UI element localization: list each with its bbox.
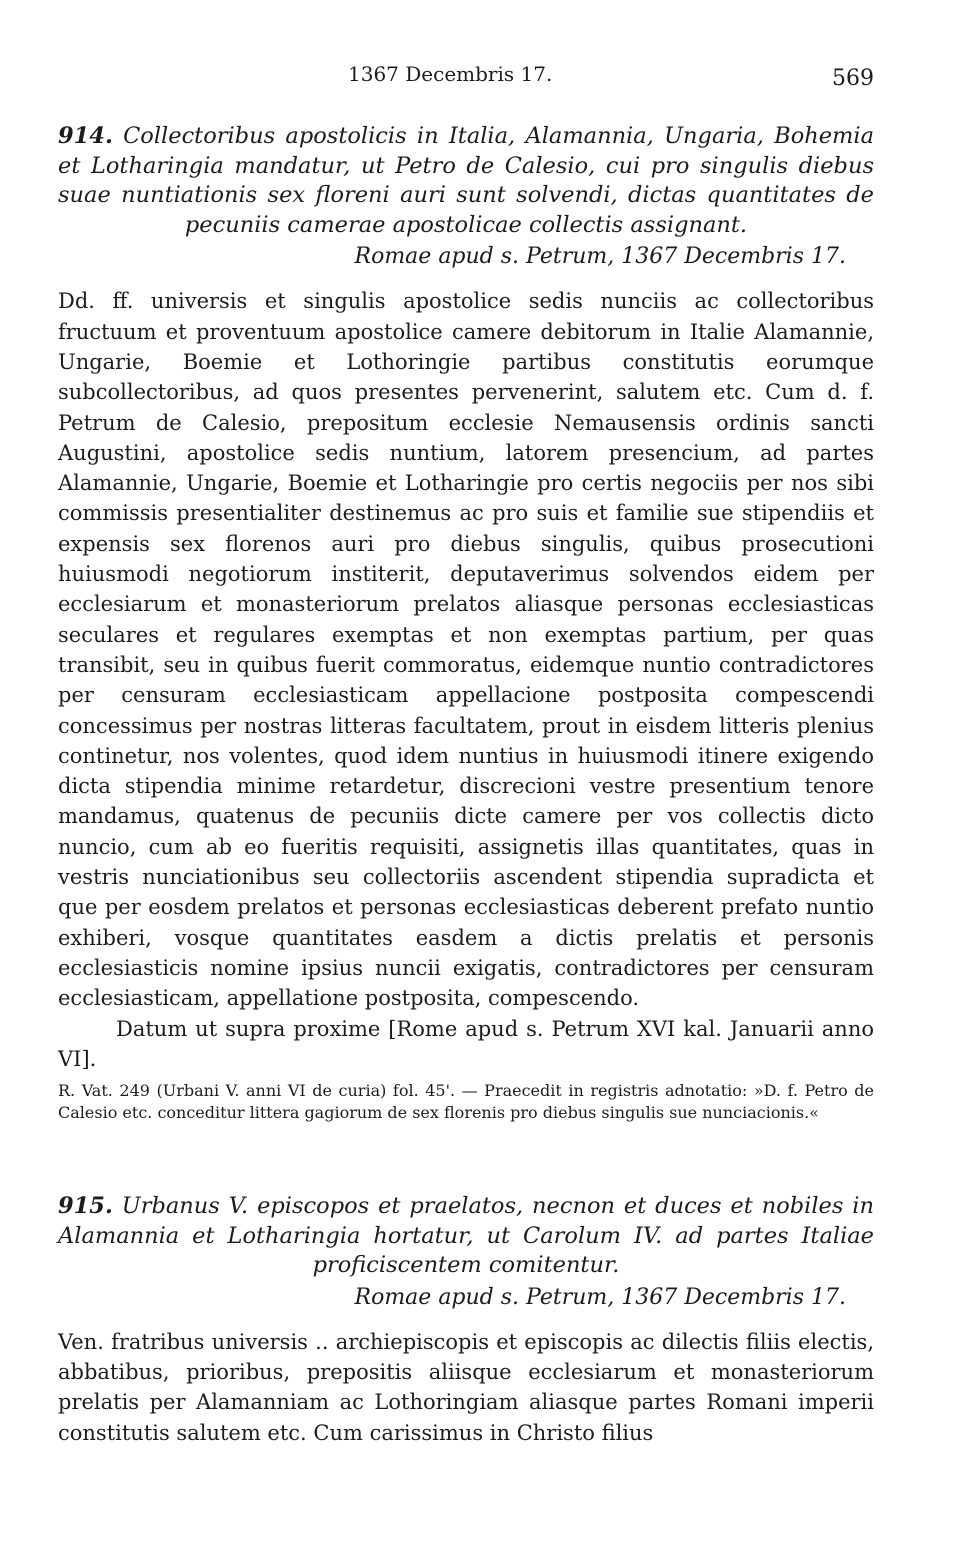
document-915-body: Ven. fratribus universis .. archiepiscopis et episcopis ac dilectis filiis electis, abbatibus, prioribus, prepositis aliisque ecclesiarum et monasteriorum prelatis per Alamanniam ac Lothoringiam aliasque partes Romani imperii constitutis salutem etc. Cum carissimus in Christo filius	[58, 1329, 874, 1445]
document-915-dateline: Romae apud s. Petrum, 1367 Decembris 17.	[354, 1284, 846, 1310]
running-title: 1367 Decembris 17.	[348, 62, 553, 86]
document-914-summary: Collectoribus apostolicis in Italia, Alamannia, Ungaria, Bohemia et Lotharingia mandatur, ut Petro de Calesio, cui pro singulis diebus suae nuntiationis sex floreni auri sunt solvendi, dictas quantitates de pecuniis camerae apostolicae collectis assignant.	[58, 123, 874, 238]
document-914-datum: Datum ut supra proxime [Rome apud s. Petrum XVI kal. Januarii anno VI].	[58, 1016, 874, 1071]
document-914-body: Dd. ff. universis et singulis apostolice sedis nunciis ac collectoribus fructuum et proventuum apostolice camere debitorum in Italie Alamannie, Ungarie, Boemie et Lothoringie partibus constitutis eorumque subcollectoribus, ad quos presentes pervenerint, salutem etc. Cum d. f. Petrum de Calesio, prepositum ecclesie Nemausensis ordinis sancti Augustini, apostolice sedis nuntium, latorem presencium, ad partes Alamannie, Ungarie, Boemie et Lotharingie pro certis negociis per nos sibi commissis presentialiter destinemus ac pro suis et familie sue stipendiis et expensis sex florenos auri pro diebus singulis, quibus prosecutioni huiusmodi negotiorum institerit, deputaverimus solvendos eidem per ecclesiarum et monasteriorum prelatos aliasque personas ecclesiasticas seculares et regulares exemptas et non exemptas partium, per quas transibit, seu in quibus fuerit commoratus, eidemque nuntio contradictores per censuram ecclesiasticam appellacione postposita compescendi concessimus per nostras litteras facultatem, prout in eisdem litteris plenius continetur, nos volentes, quod idem nuntius in huiusmodi itinere exigendo dicta stipendia minime retardetur, discrecioni vestre presentium tenore mandamus, quatenus de pecuniis dicte camere per vos collectis dicto nuncio, cum ab eo fueritis requisiti, assignetis illas quantitates, quas in vestris nunciationibus seu collectoriis ascendent stipendia supradicta et que per eosdem prelatos et personas ecclesiasticas deberent prefato nuntio exhiberi, vosque quantitates easdem a dictis prelatis et personis ecclesiasticis nomine ipsius nuncii exigatis, contradictores per censuram ecclesiasticam, appellatione postposita, compescendo.	[58, 289, 874, 1011]
document-914-number: 914.	[58, 123, 113, 149]
document-915	[58, 1192, 874, 1448]
page-number: 569	[832, 66, 874, 91]
document-915-summary: Urbanus V. episcopos et praelatos, necnon et duces et nobiles in Alamannia et Lotharingia hortatur, ut Carolum IV. ad partes Italiae proficiscentem comitentur.	[58, 1193, 874, 1279]
document-914-heading	[58, 122, 874, 240]
document-915-heading	[58, 1192, 874, 1281]
document-914-source-note: R. Vat. 249 (Urbani V. anni VI de curia) fol. 45'. — Praecedit in registris adnotatio: »D. f. Petro de Calesio etc. conceditur littera gagiorum de sex florenis pro diebus singulis sue nunciacionis.«	[58, 1080, 874, 1122]
page-header	[58, 62, 874, 92]
document-915-number: 915.	[58, 1193, 113, 1219]
document-914	[58, 122, 874, 1125]
document-914-dateline: Romae apud s. Petrum, 1367 Decembris 17.	[354, 244, 846, 270]
